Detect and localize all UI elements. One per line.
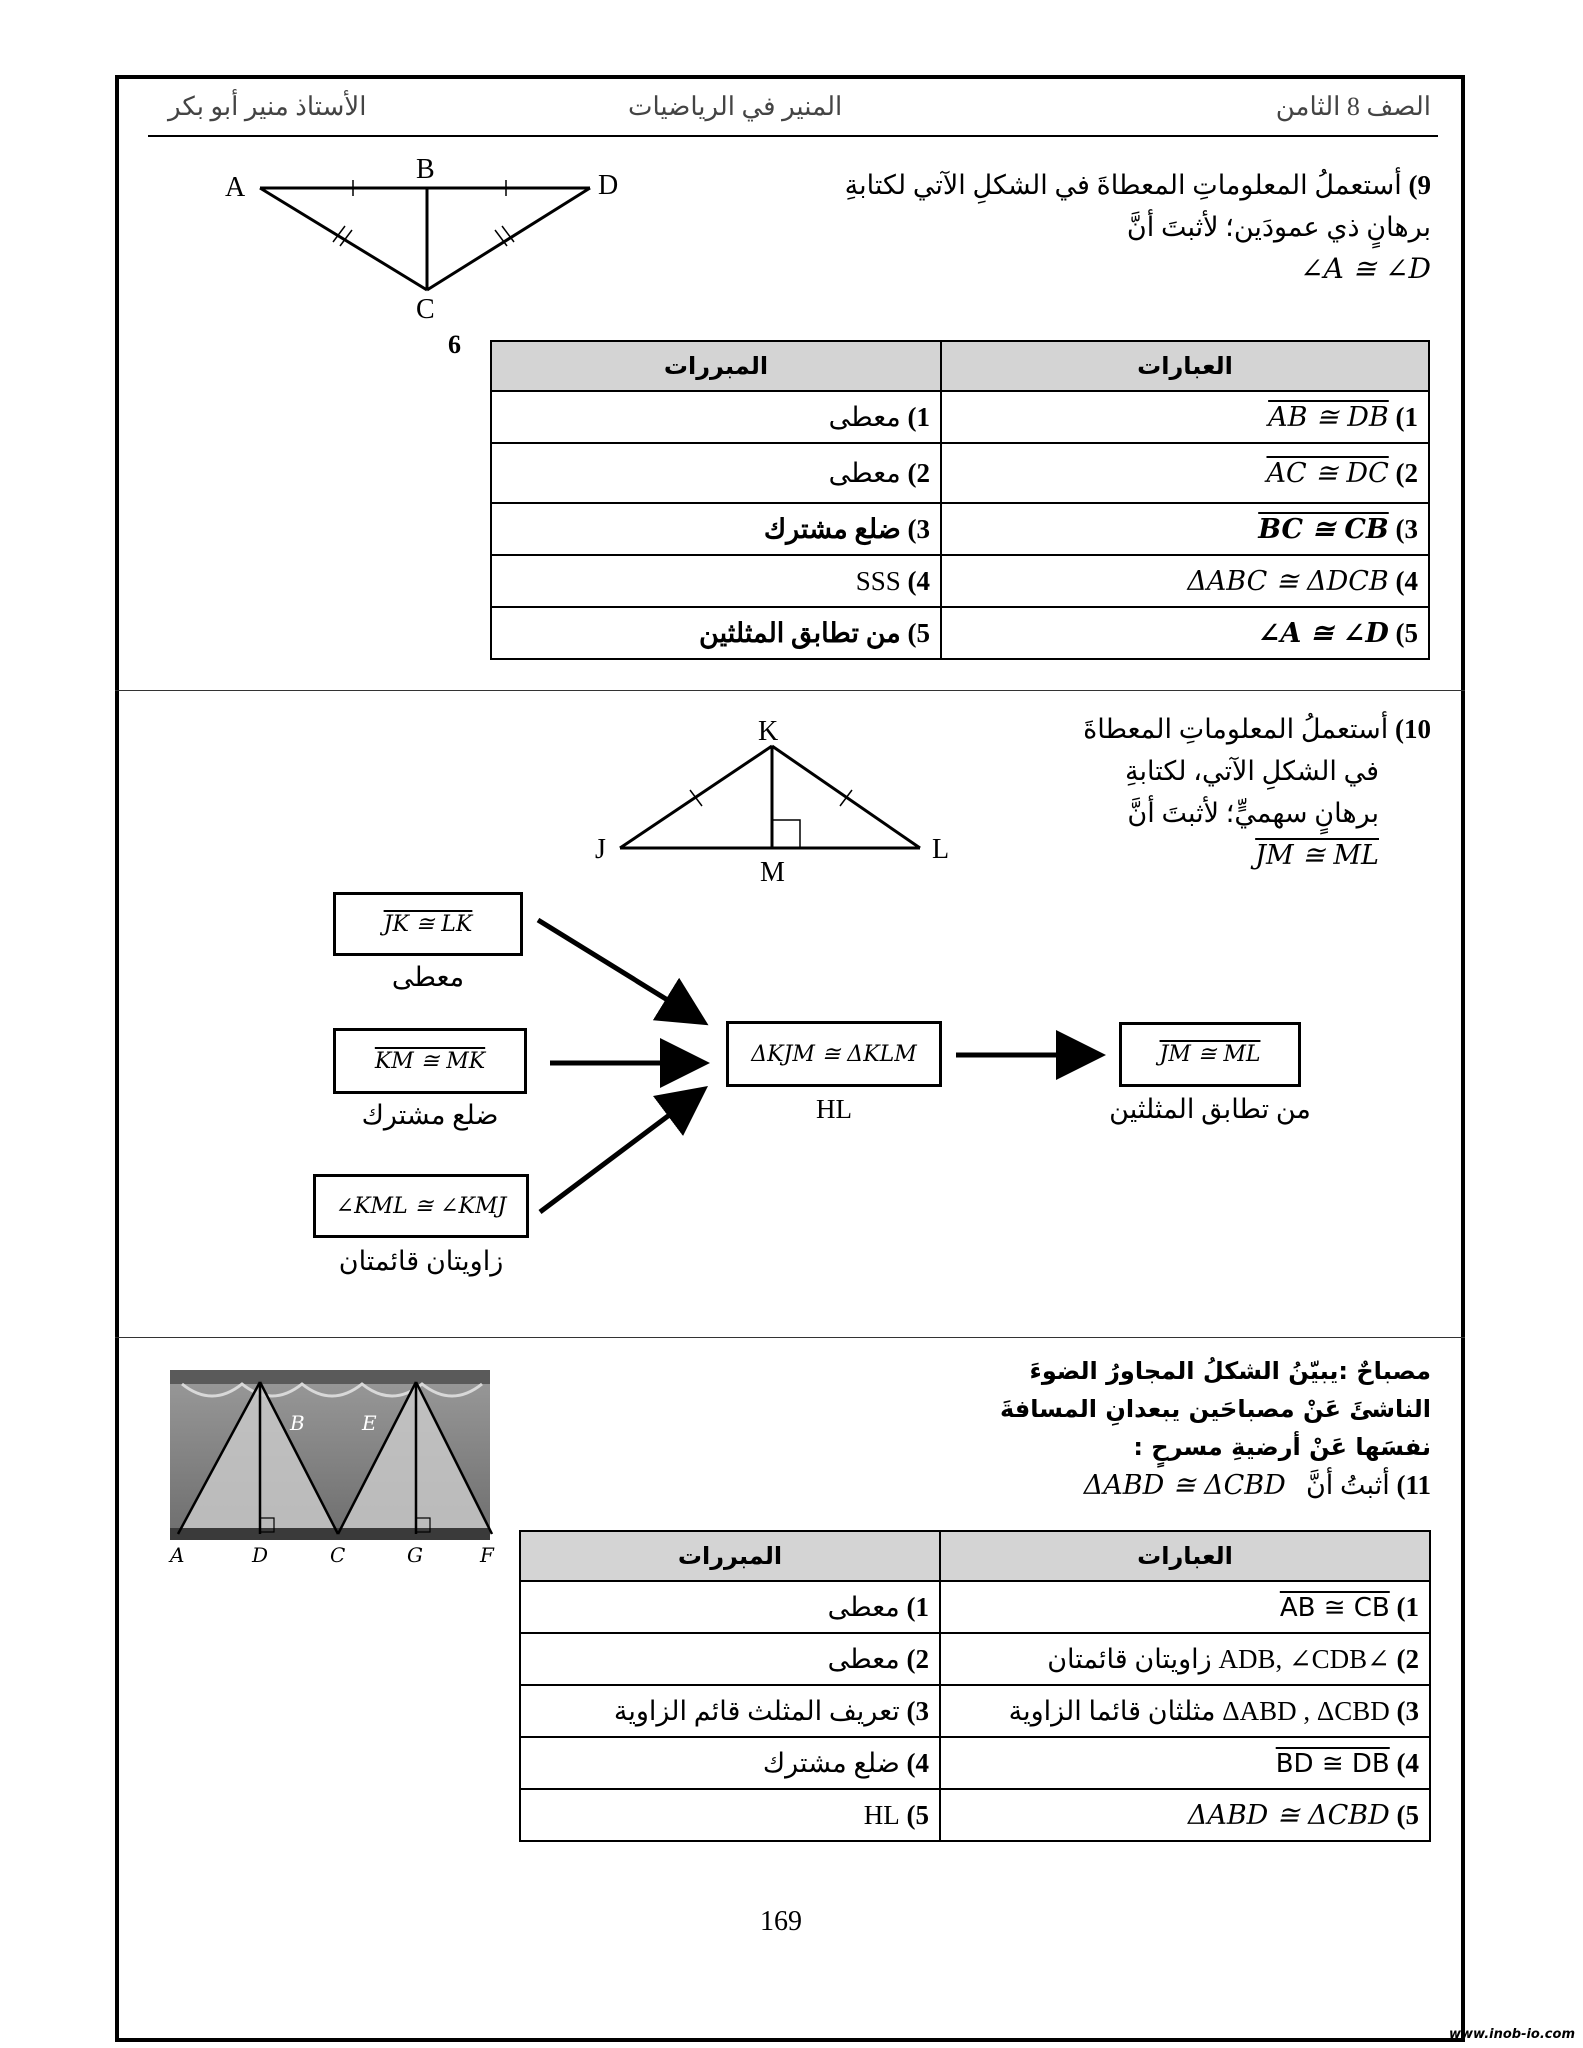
section-divider	[115, 690, 1465, 691]
reason: من تطابق المثلثين	[699, 617, 901, 648]
table-row	[491, 503, 1429, 555]
row-num: 4)	[907, 565, 930, 596]
flow-box-given	[333, 892, 523, 956]
table-row	[491, 391, 1429, 443]
q10-label-m: M	[760, 857, 785, 888]
row-num: 5)	[1395, 617, 1418, 648]
q9-col-reasons: المبررات	[491, 341, 941, 391]
q9-line2: برهانٍ ذي عمودَين؛ لأثبتَ أنَّ	[1126, 212, 1431, 242]
row-num: 4)	[1395, 565, 1418, 596]
q10-label-l: L	[932, 834, 950, 865]
table-row	[491, 607, 1429, 659]
table-row	[520, 1581, 1430, 1633]
q10-line2: في الشكلِ الآتي، لكتابةِ	[1125, 756, 1379, 786]
q9-line1: أستعملُ المعلوماتِ المعطاةَ في الشكلِ الآتي لكتابةِ	[844, 170, 1402, 200]
q11-col-reasons: المبررات	[520, 1531, 940, 1581]
q11-prove-word: أثبتُ أنَّ	[1305, 1470, 1390, 1500]
reason: SSS	[855, 565, 901, 596]
q11-proof-table	[519, 1530, 1431, 1842]
q10-prove-statement: JM ≅ ML	[1255, 840, 1379, 871]
row-num: 5)	[1396, 1799, 1419, 1830]
q10-prompt	[1011, 708, 1431, 877]
flow-box-conclusion	[1119, 1022, 1301, 1087]
row-num: 4)	[1396, 1747, 1419, 1778]
q11-intro2: الناشئَ عَنْ مصباحَين يبعدانِ المسافةَ	[999, 1395, 1431, 1423]
row-num: 2)	[1396, 1643, 1419, 1674]
q9-label-d: D	[598, 170, 619, 201]
row-num: 1)	[907, 401, 930, 432]
statement: AC ≅ DC	[1266, 457, 1389, 489]
q10-number: 10)	[1395, 714, 1431, 744]
q9-prompt	[711, 164, 1431, 290]
row-num: 2)	[1395, 457, 1418, 488]
flow-box-common-side	[333, 1028, 527, 1094]
header-grade: الصف 8 الثامن	[1275, 92, 1431, 121]
q10-triangle-figure	[590, 718, 960, 888]
reason: HL	[863, 1799, 900, 1830]
row-num: 1)	[1395, 401, 1418, 432]
row-num: 4)	[906, 1747, 929, 1778]
flow-box-text: KM ≅ MK	[374, 1048, 486, 1074]
q10-line3: برهانٍ سهميٍّ؛ لأثبتَ أنَّ	[1127, 798, 1379, 828]
table-row	[491, 555, 1429, 607]
table-row	[520, 1789, 1430, 1841]
section-divider	[115, 1337, 1465, 1338]
table-row	[520, 1685, 1430, 1737]
q10-line1: أستعملُ المعلوماتِ المعطاةَ	[1083, 714, 1389, 744]
q11-label-b: B	[290, 1411, 305, 1435]
flow-box-text: JM ≅ ML	[1159, 1042, 1261, 1067]
q9-label-c: C	[416, 294, 435, 325]
row-num: 2)	[906, 1643, 929, 1674]
flow-caption-cpctc: من تطابق المثلثين	[1109, 1094, 1311, 1124]
page-number: 169	[760, 1906, 802, 1937]
q11-intro1: مصباحٌ :يبيّنُ الشكلُ المجاورُ الضوءَ	[1029, 1357, 1431, 1385]
reason: ضلع مشترك	[762, 1747, 900, 1778]
header-teacher: الأستاذ منير أبو بكر	[168, 92, 367, 121]
row-num: 3)	[1395, 513, 1418, 544]
statement: ΔABC ≅ ΔDCB	[1187, 565, 1389, 597]
website-watermark: www.inob-io.com	[1449, 2027, 1575, 2042]
flow-box-text: ΔKJM ≅ ΔKLM	[751, 1041, 917, 1067]
flow-box-text: ∠KML ≅ ∠KMJ	[335, 1193, 507, 1219]
q11-label-e: E	[362, 1411, 377, 1435]
flow-box-right-angles	[313, 1174, 529, 1238]
flow-caption-common-side: ضلع مشترك	[361, 1100, 499, 1130]
row-num: 3)	[907, 513, 930, 544]
header-rule	[148, 135, 1438, 137]
row-num: 1)	[1396, 1591, 1419, 1622]
q9-prove-statement: ∠A ≅ ∠D	[1300, 252, 1431, 285]
row-num: 5)	[907, 617, 930, 648]
statement: ∠ADB, ∠CDB زاويتان قائمتان	[1047, 1643, 1390, 1674]
header-book-title: المنير في الرياضيات	[628, 92, 843, 121]
q10-label-j: J	[595, 834, 606, 865]
q9-col-statements: العبارات	[941, 341, 1429, 391]
statement: ΔABD ≅ ΔCBD	[1187, 1799, 1390, 1831]
statement: AB ≅ DB	[1268, 401, 1389, 433]
flow-box-congruent-triangles	[726, 1021, 942, 1087]
q9-label-a: A	[225, 172, 246, 203]
q11-label-d: D	[252, 1543, 269, 1567]
q9-number: 9)	[1408, 170, 1431, 200]
q11-prove-statement: ΔABD ≅ ΔCBD	[1083, 1470, 1286, 1501]
q11-label-g: G	[407, 1543, 423, 1567]
q9-triangle-figure	[210, 158, 640, 328]
q11-col-statements: العبارات	[940, 1531, 1430, 1581]
q11-prompt	[871, 1352, 1431, 1505]
q11-label-c: C	[330, 1543, 346, 1567]
reason: ضلع مشترك	[763, 513, 901, 544]
row-num: 3)	[906, 1695, 929, 1726]
row-num: 2)	[907, 457, 930, 488]
q11-stage-image	[162, 1368, 502, 1568]
reason: معطى	[827, 1643, 900, 1674]
table-row	[520, 1737, 1430, 1789]
q9-label-b: B	[416, 158, 435, 185]
statement: ΔABD , ΔCBD مثلثان قائما الزاوية	[1008, 1695, 1390, 1726]
flow-caption-hl: HL	[816, 1094, 852, 1124]
q9-proof-table	[490, 340, 1430, 660]
reason: معطى	[828, 401, 901, 432]
statement: BD ≅ DB	[1275, 1748, 1390, 1779]
flow-caption-right-angles: زاويتان قائمتان	[338, 1246, 504, 1276]
reason: تعريف المثلث قائم الزاوية	[613, 1695, 900, 1726]
flow-box-text: JK ≅ LK	[383, 911, 473, 937]
reason: معطى	[827, 1591, 900, 1622]
q11-intro3: نفسَها عَنْ أرضيةِ مسرحٍ :	[1133, 1433, 1431, 1461]
q11-number: 11)	[1396, 1470, 1431, 1500]
statement: ∠A ≅ ∠D	[1257, 617, 1389, 649]
reason: معطى	[828, 457, 901, 488]
table-row	[491, 443, 1429, 503]
statement: AB ≅ CB	[1279, 1592, 1390, 1623]
q10-label-k: K	[758, 718, 779, 747]
table-row	[520, 1633, 1430, 1685]
q9-side-number: 6	[448, 330, 461, 359]
row-num: 3)	[1396, 1695, 1419, 1726]
statement: BC ≅ CB	[1258, 513, 1389, 545]
row-num: 5)	[906, 1799, 929, 1830]
flow-caption-given: معطى	[391, 962, 465, 992]
q11-label-f: F	[480, 1543, 494, 1567]
row-num: 1)	[906, 1591, 929, 1622]
q11-label-a: A	[170, 1543, 185, 1567]
